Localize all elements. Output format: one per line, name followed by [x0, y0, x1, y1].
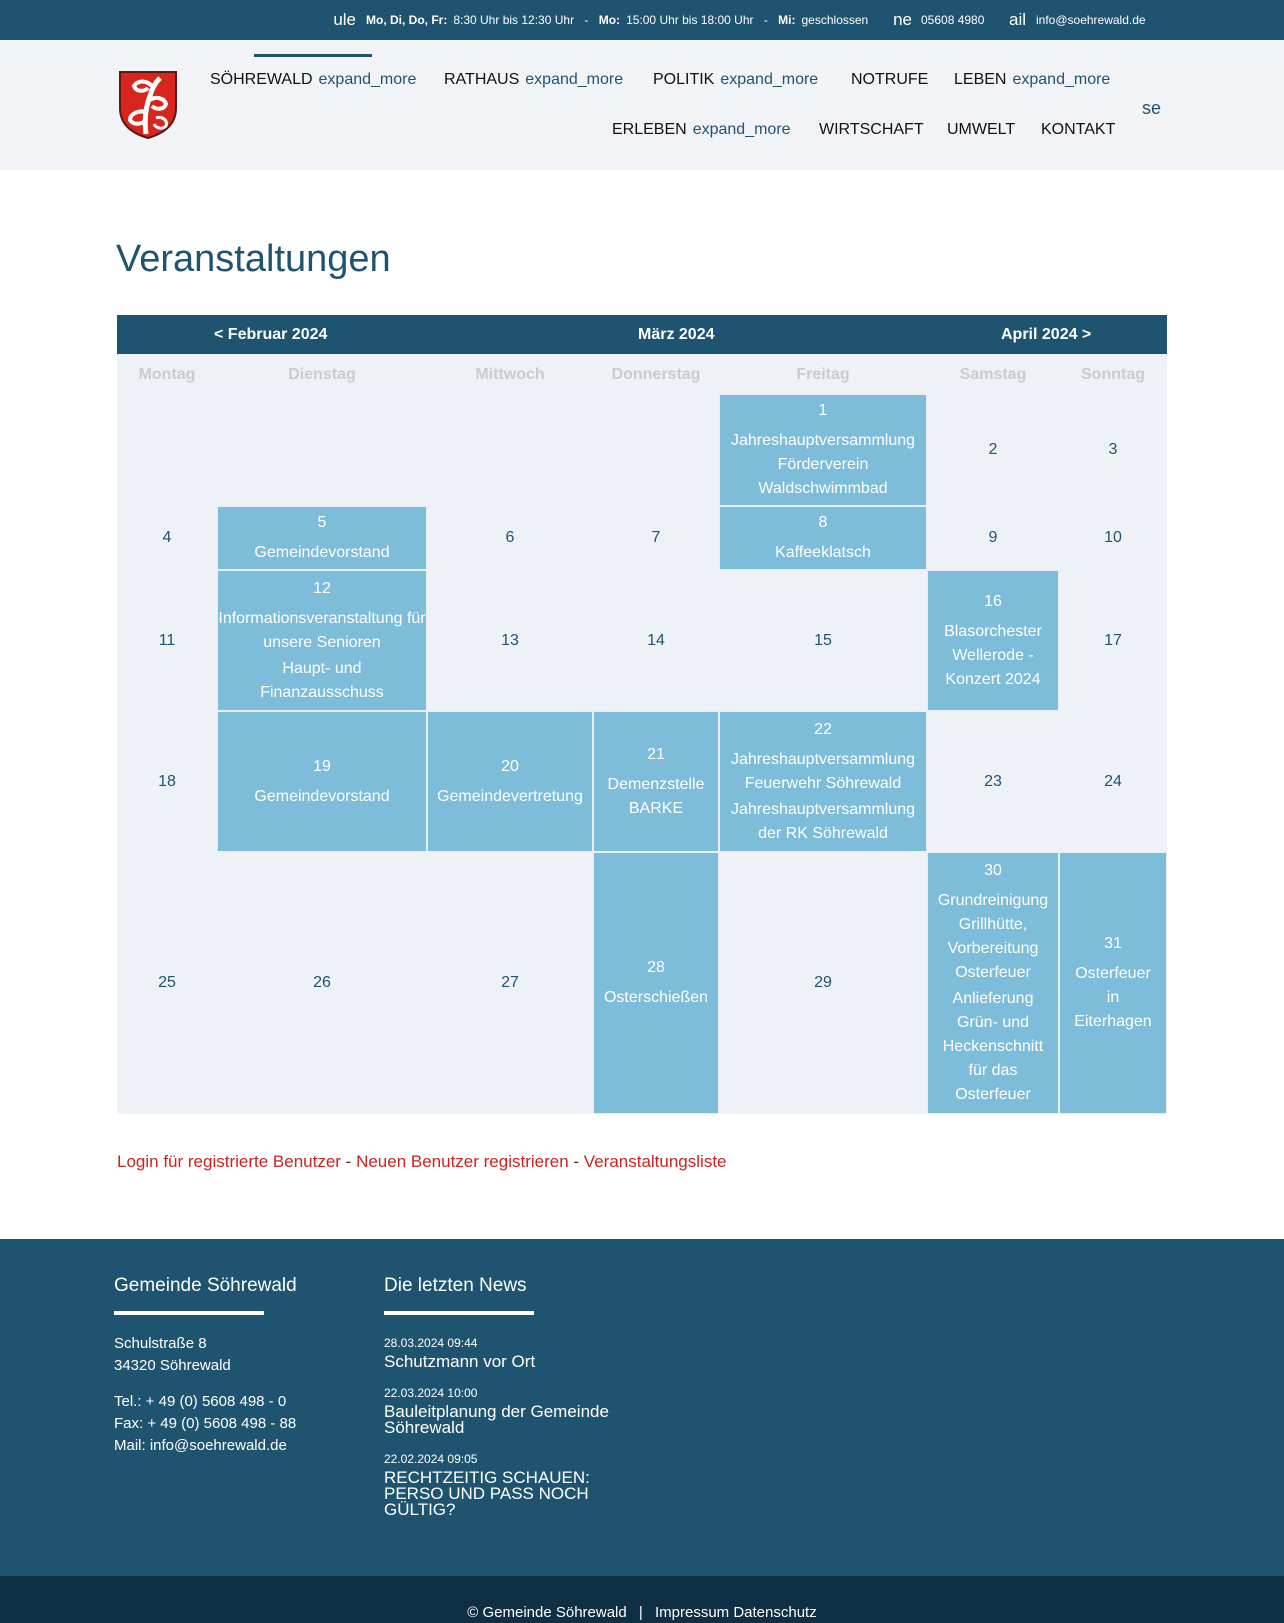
- weekday-saturday: Samstag: [959, 366, 1027, 383]
- day-cell-9: [927, 506, 1059, 570]
- event-link[interactable]: Osterfeuer in Eiterhagen: [1074, 965, 1152, 1030]
- day-cell-13: [427, 570, 593, 711]
- day-number: 18: [158, 772, 176, 790]
- site-header: [0, 40, 1284, 170]
- day-number: 1: [818, 402, 828, 419]
- hours-value-1: 8:30 Uhr bis 12:30 Uhr: [453, 13, 575, 27]
- day-number: 20: [501, 757, 519, 775]
- hours-value-2: 15:00 Uhr bis 18:00 Uhr: [626, 13, 754, 27]
- day-cell-16[interactable]: [927, 570, 1059, 711]
- day-number: 2: [988, 441, 998, 458]
- footer-title-underline: [384, 1311, 534, 1315]
- account-links: [117, 1152, 727, 1172]
- weekday-wednesday: Mittwoch: [475, 366, 545, 383]
- event-link[interactable]: Gemeindevorstand: [254, 787, 390, 805]
- footer-news-title: Die letzten News: [384, 1275, 527, 1296]
- day-cell-30[interactable]: [927, 852, 1059, 1114]
- impressum-link[interactable]: Impressum: [654, 1604, 730, 1621]
- address-city: 34320 Söhrewald: [114, 1357, 231, 1374]
- day-number: 27: [501, 974, 519, 991]
- nav-umwelt[interactable]: [947, 121, 1015, 139]
- day-number: 26: [313, 974, 331, 991]
- day-number: 4: [162, 529, 172, 546]
- day-cell-7: [593, 506, 719, 570]
- day-cell-19[interactable]: [217, 711, 427, 852]
- weekday-thursday: Donnerstag: [611, 366, 701, 383]
- day-cell-17: [1059, 570, 1167, 711]
- expand-more-icon: expand_more: [318, 71, 417, 88]
- day-number: 5: [317, 514, 327, 531]
- day-cell-18: [117, 711, 217, 852]
- day-number: 8: [818, 514, 828, 531]
- coat-of-arms-logo[interactable]: [116, 68, 180, 140]
- address-phone[interactable]: Tel.: + 49 (0) 5608 498 - 0: [114, 1393, 287, 1410]
- nav-label: NOTRUFE: [851, 71, 929, 88]
- event-link[interactable]: Blasorchester Wellerode - Konzert 2024: [944, 622, 1042, 688]
- event-link[interactable]: Jahreshauptversammlung Feuerwehr Söhrewald: [730, 750, 916, 792]
- address-fax: Fax: + 49 (0) 5608 498 - 88: [114, 1415, 297, 1432]
- day-cell-27: [427, 852, 593, 1114]
- nav-kontakt[interactable]: [1041, 121, 1115, 139]
- search-toggle-clipped[interactable]: se: [1142, 98, 1162, 118]
- event-link[interactable]: Demenzstelle BARKE: [607, 775, 705, 817]
- event-link[interactable]: Osterschießen: [603, 989, 709, 1006]
- day-number: 16: [984, 592, 1002, 610]
- news-item[interactable]: [384, 1386, 654, 1436]
- email-link[interactable]: info@soehrewald.de: [1036, 13, 1146, 27]
- footer-title-underline: [114, 1311, 264, 1315]
- address-email[interactable]: Mail: info@soehrewald.de: [114, 1437, 287, 1454]
- weekday-tuesday: Dienstag: [288, 366, 356, 383]
- hours-value-3: geschlossen: [801, 13, 869, 27]
- nav-label: POLITIK: [653, 71, 715, 88]
- nav-politik[interactable]: [653, 71, 818, 89]
- day-number: 25: [158, 974, 176, 991]
- day-cell-8[interactable]: [719, 506, 927, 570]
- separator: -: [568, 1152, 584, 1171]
- separator: -: [584, 13, 589, 27]
- day-cell-2: [927, 394, 1059, 506]
- copyright-bar: [0, 1576, 1284, 1623]
- day-number: 6: [505, 529, 515, 546]
- news-item[interactable]: [384, 1452, 654, 1518]
- news-title[interactable]: Bauleitplanung der Gemeinde Söhrewald: [384, 1402, 609, 1437]
- event-link[interactable]: Grundreinigung Grillhütte, Vorbereitung Osterfeuer: [937, 892, 1049, 981]
- nav-notrufe[interactable]: [851, 71, 928, 89]
- day-cell-26: [217, 852, 427, 1114]
- calendar-header: [117, 315, 1167, 354]
- nav-label: LEBEN: [954, 71, 1007, 88]
- day-number: 11: [158, 631, 176, 649]
- day-number: 21: [647, 745, 665, 763]
- expand-more-icon: expand_more: [692, 121, 791, 138]
- event-link[interactable]: Gemeindevorstand: [254, 544, 390, 561]
- site-footer: [0, 1239, 1284, 1576]
- nav-leben[interactable]: [954, 71, 1110, 89]
- current-month: März 2024: [638, 326, 715, 343]
- day-number: 24: [1104, 772, 1122, 790]
- day-cell-11: [117, 570, 217, 711]
- calendar-grid: [117, 354, 1167, 1114]
- day-cell-1[interactable]: [719, 394, 927, 506]
- copyright-text: © Gemeinde Söhrewald: [467, 1604, 627, 1621]
- news-title[interactable]: Schutzmann vor Ort: [384, 1352, 536, 1371]
- news-item[interactable]: [384, 1336, 654, 1370]
- weekday-monday: Montag: [138, 366, 196, 383]
- day-number: 17: [1104, 631, 1122, 649]
- day-number: 31: [1104, 935, 1122, 952]
- expand-more-icon: expand_more: [1012, 71, 1111, 88]
- nav-label: KONTAKT: [1041, 121, 1116, 138]
- day-cell-10: [1059, 506, 1167, 570]
- day-cell-29: [719, 852, 927, 1114]
- prev-month-link[interactable]: < Februar 2024: [214, 326, 328, 343]
- day-cell-21[interactable]: [593, 711, 719, 852]
- nav-label: RATHAUS: [444, 71, 520, 88]
- event-list-link[interactable]: Veranstaltungsliste: [583, 1152, 727, 1171]
- top-info-bar: [0, 0, 1284, 40]
- nav-label: ERLEBEN: [612, 121, 687, 138]
- day-number: 22: [814, 720, 832, 738]
- event-link[interactable]: Anlieferung Grün- und Heckenschnitt für das Osterfeuer: [942, 990, 1044, 1103]
- day-number: 30: [984, 862, 1002, 879]
- day-cell-31[interactable]: [1059, 852, 1167, 1114]
- event-link[interactable]: Jahreshauptversammlung Förderverein Waldschwimmbad: [730, 432, 916, 497]
- datenschutz-link[interactable]: Datenschutz: [733, 1604, 817, 1621]
- day-number: 13: [501, 631, 519, 649]
- news-date: 28.03.2024 09:44: [384, 1336, 478, 1350]
- day-number: 28: [647, 959, 665, 976]
- hours-label-3: Mi:: [778, 13, 796, 27]
- day-cell-25: [117, 852, 217, 1114]
- event-link[interactable]: Informationsveranstaltung für unsere Senioren: [218, 609, 426, 651]
- day-number: 9: [988, 529, 998, 546]
- day-number: 12: [313, 579, 331, 597]
- expand-more-icon: expand_more: [720, 71, 819, 88]
- separator: -: [763, 13, 768, 27]
- nav-label: SÖHREWALD: [210, 71, 313, 88]
- hours-label-1: Mo, Di, Do, Fr:: [366, 13, 448, 27]
- day-cell-3: [1059, 394, 1167, 506]
- expand-more-icon: expand_more: [525, 71, 624, 88]
- nav-rathaus[interactable]: [444, 71, 623, 89]
- email-label-clipped: ail: [1008, 11, 1026, 28]
- login-link[interactable]: Login für registrierte Benutzer: [117, 1152, 341, 1171]
- register-link[interactable]: Neuen Benutzer registrieren: [356, 1152, 569, 1171]
- nav-label: WIRTSCHAFT: [819, 121, 924, 138]
- phone-label-clipped: ne: [893, 11, 912, 28]
- page-title: Veranstaltungen: [116, 238, 391, 280]
- weekday-friday: Freitag: [796, 366, 850, 383]
- day-cell-28[interactable]: [593, 852, 719, 1114]
- weekday-sunday: Sonntag: [1081, 366, 1145, 383]
- day-cell-22[interactable]: [719, 711, 927, 852]
- event-link[interactable]: Gemeindevertretung: [437, 787, 583, 805]
- day-cell-14: [593, 570, 719, 711]
- day-number: 19: [313, 757, 331, 775]
- day-number: 29: [814, 974, 832, 991]
- day-number: 3: [1108, 441, 1118, 458]
- day-cell-4: [117, 506, 217, 570]
- news-date: 22.02.2024 09:05: [384, 1452, 478, 1466]
- schedule-label-clipped: ule: [333, 11, 356, 28]
- footer-address-title: Gemeinde Söhrewald: [114, 1275, 297, 1296]
- address-street: Schulstraße 8: [114, 1335, 207, 1352]
- nav-label: UMWELT: [947, 121, 1016, 138]
- news-date: 22.03.2024 10:00: [384, 1386, 478, 1400]
- phone-link[interactable]: 05608 4980: [921, 13, 985, 27]
- day-cell-15: [719, 570, 927, 711]
- day-number: 14: [647, 631, 665, 649]
- day-cell-20[interactable]: [427, 711, 593, 852]
- day-cell-5[interactable]: [217, 506, 427, 570]
- day-cell-12[interactable]: [217, 570, 427, 711]
- opening-hours: [366, 13, 868, 27]
- footer-address: [114, 1333, 296, 1457]
- day-number: 7: [651, 529, 661, 546]
- news-title[interactable]: RECHTZEITIG SCHAUEN: PERSO UND PASS NOCH GÜLTIG?: [384, 1468, 590, 1519]
- nav-active-indicator: [254, 54, 372, 57]
- day-cell-6: [427, 506, 593, 570]
- nav-erleben[interactable]: [612, 121, 791, 139]
- event-link[interactable]: Haupt- und Finanzausschuss: [260, 659, 384, 701]
- next-month-link[interactable]: April 2024 >: [1001, 326, 1092, 343]
- nav-wirtschaft[interactable]: [819, 121, 924, 139]
- day-number: 23: [984, 772, 1002, 790]
- day-cell-24: [1059, 711, 1167, 852]
- hours-label-2: Mo:: [598, 13, 621, 27]
- event-link[interactable]: Kaffeeklatsch: [775, 544, 871, 561]
- day-cell-23: [927, 711, 1059, 852]
- divider: |: [638, 1604, 643, 1621]
- day-number: 15: [814, 631, 832, 649]
- separator: -: [340, 1152, 357, 1171]
- event-link[interactable]: Jahreshauptversammlung der RK Söhrewald: [730, 800, 916, 842]
- nav-soehrewald[interactable]: [210, 71, 416, 89]
- day-number: 10: [1104, 529, 1122, 546]
